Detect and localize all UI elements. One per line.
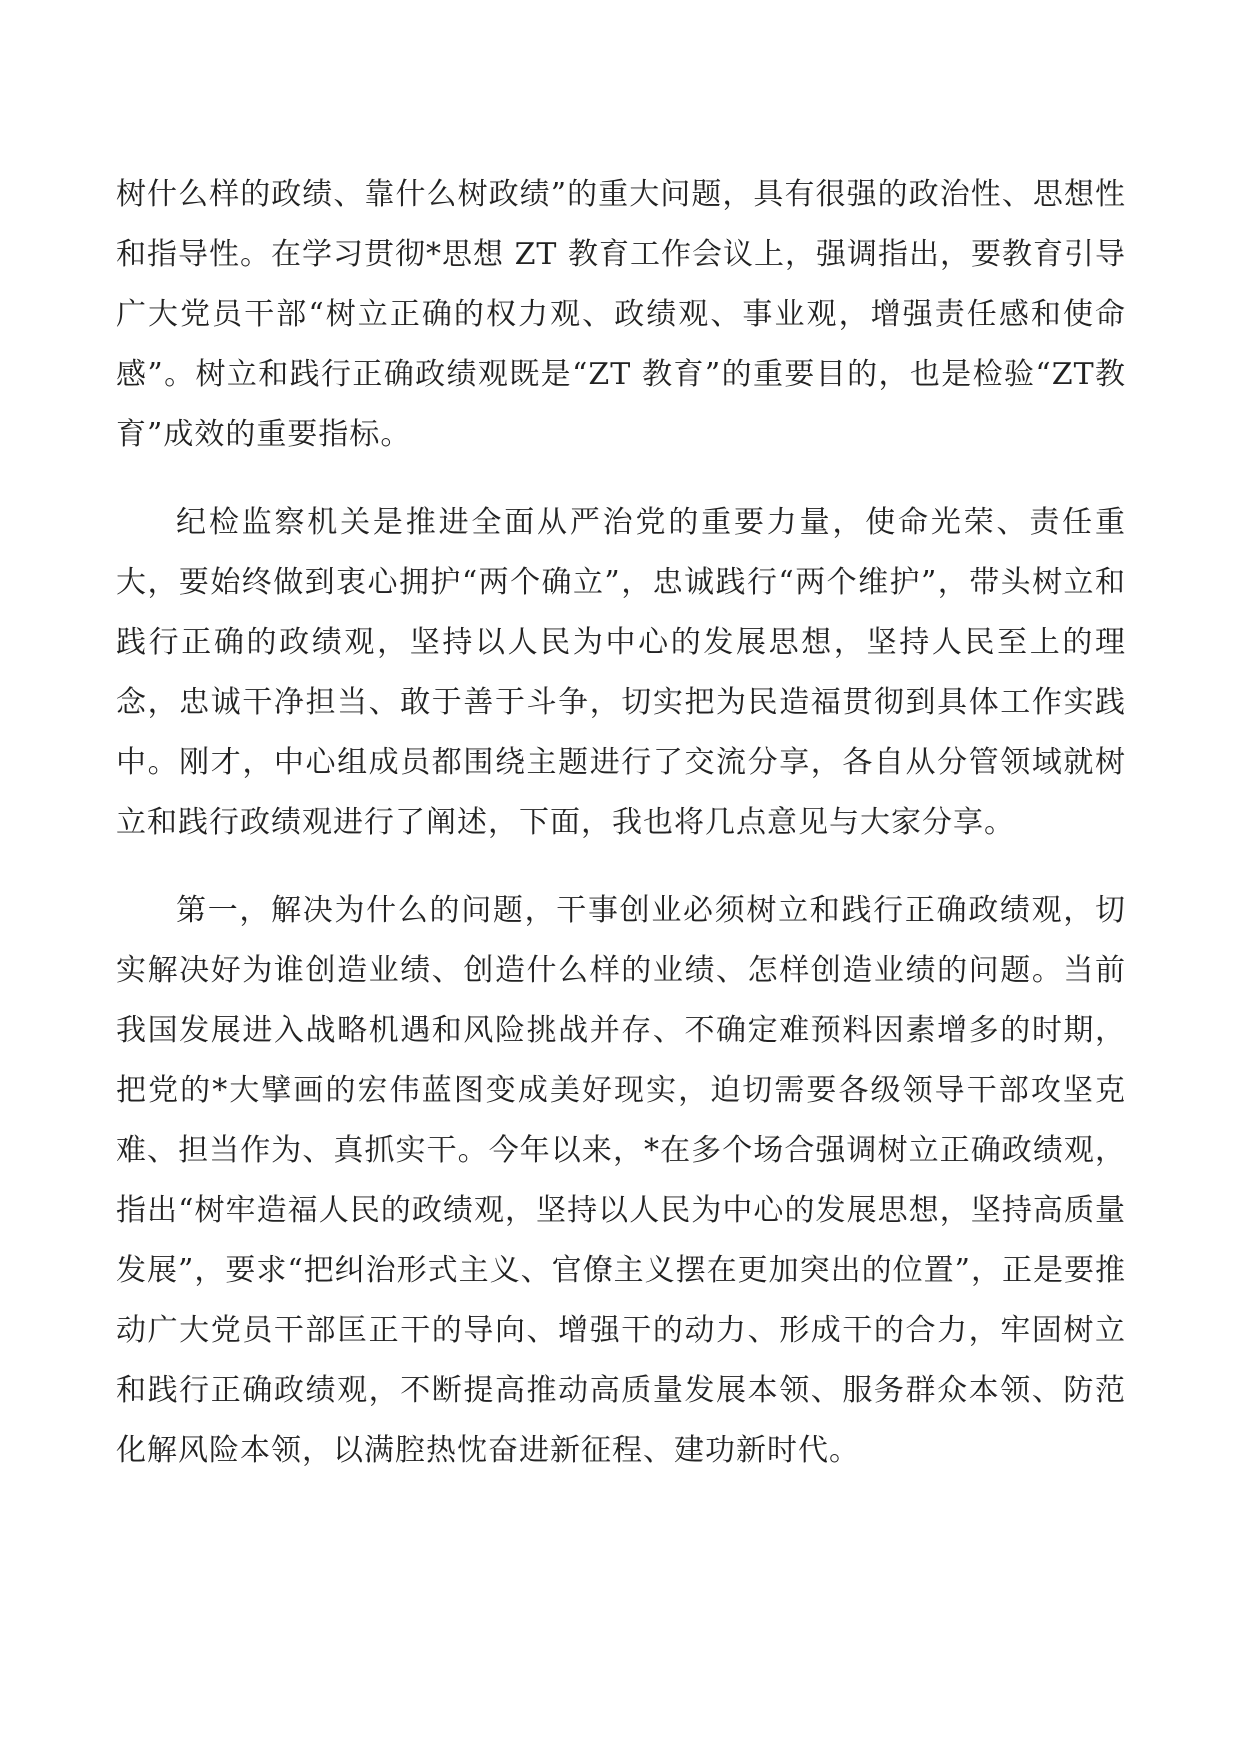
paragraph-first-point: 第一，解决为什么的问题，干事创业必须树立和践行正确政绩观，切实解决好为谁创造业绩、创造什么样的业绩、怎样创造业绩的问题。当前我国发展进入战略机遇和风险挑战并存、不确定难预料因素增多的时期，把党的*大擘画的宏伟蓝图变成美好现实，迫切需要各级领导干部攻坚克难、担当作为、真抓实干。今年以来，*在多个场合强调树立正确政绩观，指出“树牢造福人民的政绩观，坚持以人民为中心的发展思想，坚持高质量发展”，要求“把纠治形式主义、官僚主义摆在更加突出的位置”，正是要推动广大党员干部匡正干的导向、增强干的动力、形成干的合力，牢固树立和践行正确政绩观，不断提高推动高质量发展本领、服务群众本领、防范化解风险本领，以满腔热忱奋进新征程、建功新时代。: [116, 893, 1127, 1468]
paragraph-discipline-inspection: 纪检监察机关是推进全面从严治党的重要力量，使命光荣、责任重大，要始终做到衷心拥护“两个确立”，忠诚践行“两个维护”，带头树立和践行正确的政绩观，坚持以人民为中心的发展思想，坚持人民至上的理念，忠诚干净担当、敢于善于斗争，切实把为民造福贯彻到具体工作实践中。刚才，中心组成员都围绕主题进行了交流分享，各自从分管领域就树立和践行政绩观进行了阐述，下面，我也将几点意见与大家分享。: [116, 505, 1126, 840]
paragraph-continuation: 树什么样的政绩、靠什么树政绩”的重大问题，具有很强的政治性、思想性和指导性。在学习贯彻*思想 ZT 教育工作会议上，强调指出，要教育引导广大党员干部“树立正确的权力观、政绩观、事业观，增强责任感和使命感”。树立和践行正确政绩观既是“ZT 教育”的重要目的，也是检验“ZT教育”成效的重要指标。: [116, 177, 1126, 452]
document-body: [116, 165, 1126, 1481]
